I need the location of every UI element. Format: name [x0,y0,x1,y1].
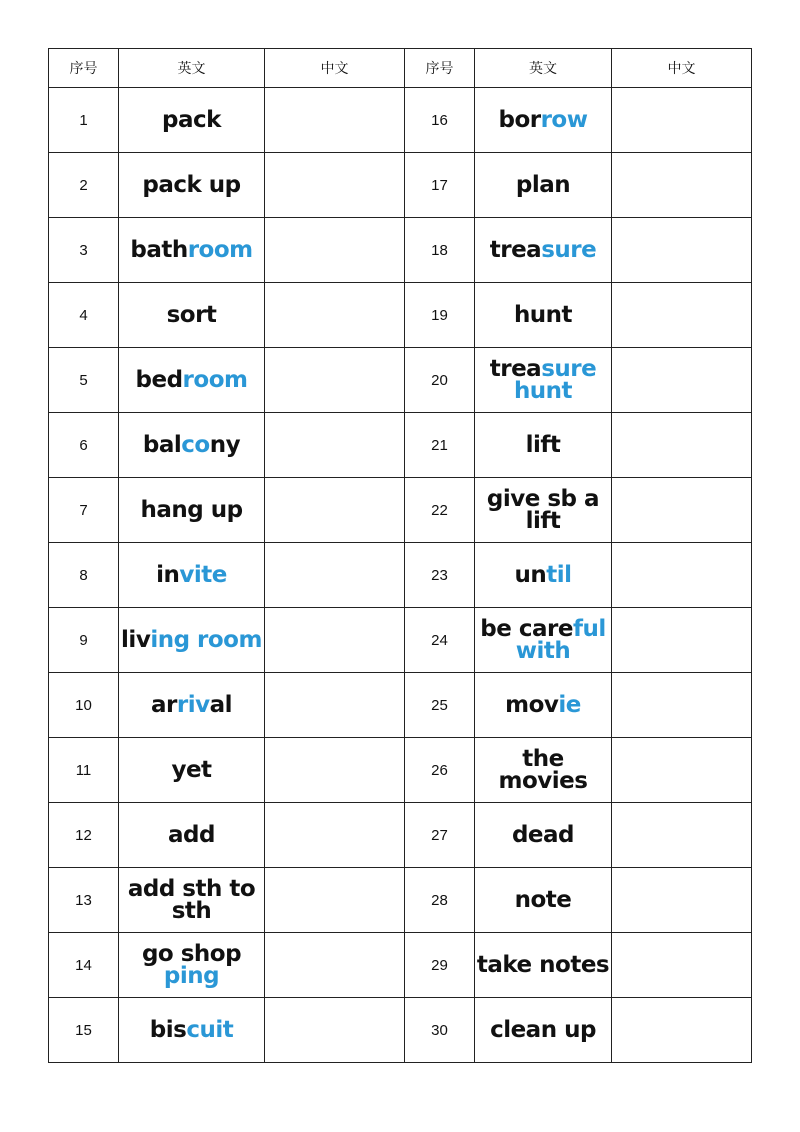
english-word-right [475,153,612,218]
word-segment: mov [505,692,559,718]
word-segment: dead [511,822,575,848]
row-number-right: 20 [405,348,475,413]
row-number-left: 14 [49,933,119,998]
chinese-answer-cell-left[interactable] [265,803,405,868]
word-segment: bath [130,237,188,263]
header-english-left: 英文 [119,49,265,88]
row-number-right: 21 [405,413,475,478]
english-word-right [475,673,612,738]
row-number-left: 8 [49,543,119,608]
chinese-answer-cell-left[interactable] [265,218,405,283]
chinese-answer-cell-right[interactable] [612,413,752,478]
chinese-answer-cell-right[interactable] [612,933,752,998]
highlighted-syllable: with [515,638,571,664]
table-row [49,413,752,478]
chinese-answer-cell-right[interactable] [612,283,752,348]
word-segment: bed [135,367,183,393]
row-number-left: 2 [49,153,119,218]
row-number-left: 4 [49,283,119,348]
word-segment: clean up [490,1017,596,1043]
word-segment: lift [525,432,561,458]
table-row [49,478,752,543]
chinese-answer-cell-left[interactable] [265,738,405,803]
english-word-left [119,738,265,803]
highlighted-syllable: room [187,237,253,263]
highlighted-syllable: co [181,432,210,458]
table-row [49,998,752,1063]
row-number-left: 11 [49,738,119,803]
highlighted-syllable: ie [558,692,581,718]
highlighted-syllable: ing room [150,627,262,653]
english-word-right [475,543,612,608]
highlighted-syllable: riv [176,692,210,718]
english-word-left [119,543,265,608]
word-segment: ar [150,692,177,718]
english-word-left [119,283,265,348]
english-word-left [119,673,265,738]
english-word-right [475,88,612,153]
word-segment: note [514,887,572,913]
chinese-answer-cell-right[interactable] [612,88,752,153]
chinese-answer-cell-right[interactable] [612,543,752,608]
english-word-left [119,868,265,933]
word-segment: the [522,746,564,772]
highlighted-syllable: hunt [513,378,573,404]
english-word-right [475,478,612,543]
word-segment: sort [166,302,217,328]
word-segment: lift [525,508,561,534]
highlighted-syllable: til [546,562,572,588]
chinese-answer-cell-left[interactable] [265,478,405,543]
english-word-left [119,218,265,283]
english-word-right [475,998,612,1063]
chinese-answer-cell-left[interactable] [265,413,405,478]
word-segment: al [209,692,232,718]
highlighted-syllable: room [182,367,248,393]
highlighted-syllable: row [540,107,588,133]
word-segment: pack up [142,172,241,198]
word-segment: go shop [141,941,242,967]
word-segment: sth [171,898,212,924]
english-word-right [475,413,612,478]
english-word-left [119,803,265,868]
word-segment: bor [498,107,541,133]
word-segment: in [156,562,180,588]
english-word-left [119,998,265,1063]
english-word-left [119,413,265,478]
header-number-right: 序号 [405,49,475,88]
word-segment: plan [515,172,571,198]
table-row [49,933,752,998]
chinese-answer-cell-right[interactable] [612,868,752,933]
english-word-right [475,283,612,348]
chinese-answer-cell-left[interactable] [265,868,405,933]
chinese-answer-cell-left[interactable] [265,673,405,738]
english-word-right [475,803,612,868]
english-word-left [119,348,265,413]
row-number-right: 29 [405,933,475,998]
row-number-right: 25 [405,673,475,738]
english-word-left [119,933,265,998]
row-number-left: 15 [49,998,119,1063]
row-number-right: 28 [405,868,475,933]
header-chinese-left: 中文 [265,49,405,88]
header-number-left: 序号 [49,49,119,88]
row-number-left: 9 [49,608,119,673]
word-segment: be care [480,616,573,642]
chinese-answer-cell-left[interactable] [265,933,405,998]
row-number-left: 1 [49,88,119,153]
word-segment: yet [171,757,212,783]
word-segment: movies [498,768,588,794]
chinese-answer-cell-right[interactable] [612,673,752,738]
english-word-right [475,738,612,803]
highlighted-syllable: cuit [186,1017,234,1043]
row-number-left: 13 [49,868,119,933]
table-body [49,88,752,1063]
row-number-left: 10 [49,673,119,738]
chinese-answer-cell-left[interactable] [265,543,405,608]
row-number-right: 27 [405,803,475,868]
highlighted-syllable: sure [541,237,597,263]
chinese-answer-cell-right[interactable] [612,738,752,803]
row-number-right: 30 [405,998,475,1063]
word-segment: trea [489,237,542,263]
row-number-right: 16 [405,88,475,153]
word-segment: add [168,822,215,848]
word-segment: hang up [140,497,243,523]
chinese-answer-cell-left[interactable] [265,348,405,413]
english-word-right [475,608,612,673]
chinese-answer-cell-right[interactable] [612,218,752,283]
header-chinese-right: 中文 [612,49,752,88]
word-segment: pack [162,107,221,133]
row-number-left: 7 [49,478,119,543]
highlighted-syllable: vite [179,562,227,588]
table-row [49,88,752,153]
word-segment: give sb a [486,486,600,512]
header-english-right: 英文 [475,49,612,88]
table-row [49,803,752,868]
word-segment: take notes [476,952,610,978]
table-row [49,608,752,673]
chinese-answer-cell-left[interactable] [265,153,405,218]
english-word-left [119,153,265,218]
english-word-right [475,348,612,413]
table-row [49,673,752,738]
chinese-answer-cell-left[interactable] [265,88,405,153]
word-segment: hunt [513,302,573,328]
row-number-right: 23 [405,543,475,608]
row-number-right: 22 [405,478,475,543]
word-segment: un [514,562,547,588]
chinese-answer-cell-right[interactable] [612,998,752,1063]
chinese-answer-cell-right[interactable] [612,348,752,413]
chinese-answer-cell-right[interactable] [612,478,752,543]
row-number-left: 6 [49,413,119,478]
highlighted-syllable: sure [541,356,597,382]
chinese-answer-cell-right[interactable] [612,153,752,218]
word-segment: ny [209,432,241,458]
row-number-right: 26 [405,738,475,803]
chinese-answer-cell-left[interactable] [265,998,405,1063]
english-word-left [119,88,265,153]
vocabulary-table [48,48,752,1063]
row-number-right: 17 [405,153,475,218]
row-number-left: 5 [49,348,119,413]
chinese-answer-cell-right[interactable] [612,608,752,673]
english-word-left [119,478,265,543]
english-word-right [475,218,612,283]
row-number-right: 19 [405,283,475,348]
english-word-right [475,868,612,933]
table-row [49,543,752,608]
chinese-answer-cell-left[interactable] [265,608,405,673]
word-segment: bis [149,1017,187,1043]
chinese-answer-cell-right[interactable] [612,803,752,868]
row-number-left: 3 [49,218,119,283]
row-number-right: 24 [405,608,475,673]
word-segment: add sth to [127,876,256,902]
word-segment: liv [121,627,151,653]
chinese-answer-cell-left[interactable] [265,283,405,348]
english-word-left [119,608,265,673]
table-row [49,153,752,218]
table-row [49,283,752,348]
table-row [49,738,752,803]
highlighted-syllable: ping [163,963,220,989]
english-word-right [475,933,612,998]
row-number-right: 18 [405,218,475,283]
header-row [49,49,752,88]
highlighted-syllable: ful [572,616,606,642]
table-row [49,348,752,413]
row-number-left: 12 [49,803,119,868]
table-row [49,218,752,283]
word-segment: trea [489,356,542,382]
word-segment: bal [142,432,182,458]
table-row [49,868,752,933]
